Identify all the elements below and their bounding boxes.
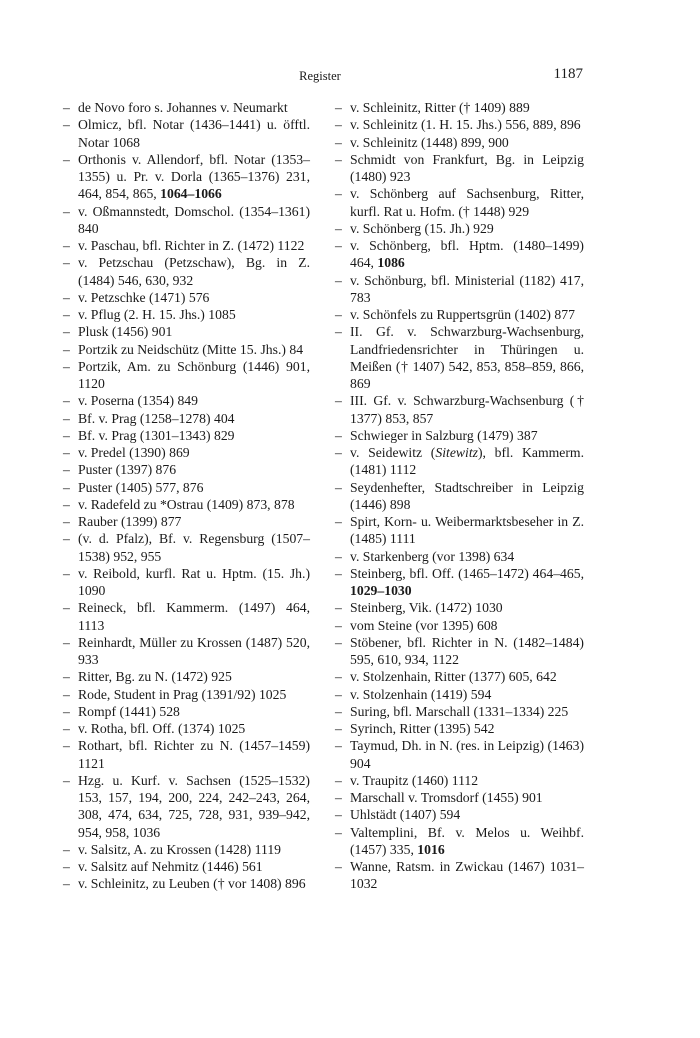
entry-dash: – [63, 531, 70, 547]
entry-dash: – [335, 565, 342, 581]
entry-text: Portzik zu Neidschütz (Mitte 15. Jhs.) 84 [78, 341, 304, 357]
index-entry [335, 737, 584, 772]
entry-dash: – [335, 721, 342, 736]
entry-dash: – [63, 203, 70, 219]
entry-text: v. Stolzenhain (1419) 594 [350, 686, 492, 702]
index-entry [63, 254, 310, 289]
index-entry [335, 565, 584, 600]
index-entry [63, 323, 310, 340]
index-entry [63, 565, 310, 600]
entry-dash: – [63, 479, 70, 495]
entry-dash: – [335, 220, 342, 236]
entry-text: Bf. v. Prag (1301–1343) 829 [78, 427, 235, 443]
entry-dash: – [335, 186, 342, 202]
bold-reference: 1064–1066 [160, 186, 222, 202]
entry-text: Schwieger in Salzburg (1479) 387 [350, 427, 538, 443]
entry-dash: – [335, 669, 342, 685]
entry-dash: – [63, 462, 70, 478]
entry-text: Wanne, Ratsm. in Zwickau (1467) 1031–1032 [350, 859, 584, 892]
entry-dash: – [63, 427, 70, 443]
entry-text: Marschall v. Tromsdorf (1455) 901 [350, 790, 543, 805]
entry-dash: – [63, 445, 70, 460]
entry-text: v. Petzschau (Petzschaw), Bg. in Z. (1484) 546, 630, 932 [78, 255, 310, 288]
index-entry [63, 306, 310, 323]
entry-dash: – [63, 151, 70, 167]
entry-text: Steinberg, bfl. Off. (1465–1472) 464–465, 1029–1030 [350, 565, 584, 598]
entry-dash: – [335, 738, 342, 754]
entry-dash: – [63, 289, 70, 305]
entry-dash: – [63, 496, 70, 512]
entry-dash: – [63, 117, 70, 133]
entry-dash: – [335, 134, 342, 150]
index-column-left [63, 99, 310, 893]
entry-text: v. Schönberg (15. Jh.) 929 [350, 220, 494, 236]
index-entry [335, 427, 584, 444]
entry-dash: – [335, 445, 342, 460]
entry-text: Puster (1405) 577, 876 [78, 479, 204, 495]
entry-text: Portzik, Am. zu Schönburg (1446) 901, 1120 [78, 358, 310, 391]
entry-text: v. Poserna (1354) 849 [78, 393, 198, 409]
entry-text: Rauber (1399) 877 [78, 514, 182, 529]
entry-text: (v. d. Pfalz), Bf. v. Regensburg (1507–1538) 952, 955 [78, 531, 310, 564]
entry-text: Orthonis v. Allendorf, bfl. Notar (1353–1355) u. Pr. v. Dorla (1365–1376) 231, 464, 854, 865, 1064–1066 [78, 151, 310, 202]
index-entry [335, 686, 584, 703]
index-entry [335, 323, 584, 392]
entry-dash: – [335, 686, 342, 702]
page-number: 1187 [553, 66, 583, 82]
index-entry [335, 824, 584, 859]
index-entry [63, 599, 310, 634]
running-header-title: Register [299, 69, 341, 83]
entry-text: III. Gf. v. Schwarzburg-Wachsenburg († 1377) 853, 857 [350, 393, 584, 426]
index-entry [63, 634, 310, 669]
entry-text: Hzg. u. Kurf. v. Sachsen (1525–1532) 153, 157, 194, 200, 224, 242–243, 264, 308, 474, 634, 725, 728, 931, 939–942, 954, 958, 1036 [78, 772, 310, 840]
entry-dash: – [63, 358, 70, 374]
entry-text: Suring, bfl. Marschall (1331–1334) 225 [350, 703, 569, 719]
index-entry [63, 461, 310, 478]
index-entry [335, 772, 584, 789]
entry-text: Valtemplini, Bf. v. Melos u. Weihbf. (1457) 335, 1016 [350, 824, 584, 857]
index-entry [335, 668, 584, 685]
entry-dash: – [63, 324, 70, 340]
entry-text: v. Schönberg, bfl. Hptm. (1480–1499) 464, 1086 [350, 238, 584, 271]
index-entry [63, 289, 310, 306]
entry-text: v. Paschau, bfl. Richter in Z. (1472) 1122 [78, 238, 305, 253]
entry-dash: – [63, 100, 70, 115]
index-entry [335, 789, 584, 806]
entry-text: v. Schleinitz, Ritter († 1409) 889 [350, 100, 530, 115]
index-entry [335, 99, 584, 116]
entry-dash: – [335, 117, 342, 133]
entry-text: II. Gf. v. Schwarzburg-Wachsenburg, Landfriedensrichter in Thüringen u. Meißen († 1407) 542, 853, 858–859, 866, 869 [350, 324, 584, 391]
index-entry [335, 134, 584, 151]
entry-dash: – [63, 238, 70, 253]
entry-text: Uhlstädt (1407) 594 [350, 807, 461, 823]
index-entry [335, 306, 584, 323]
index-entry [63, 203, 310, 238]
entry-dash: – [335, 634, 342, 650]
index-entry [63, 410, 310, 427]
index-entry [335, 720, 584, 737]
entry-dash: – [63, 669, 70, 685]
entry-text: v. Salsitz auf Nehmitz (1446) 561 [78, 859, 263, 874]
index-entry [335, 237, 584, 272]
entry-dash: – [63, 859, 70, 874]
entry-text: v. Schleinitz, zu Leuben († vor 1408) 896 [78, 876, 306, 892]
entry-dash: – [63, 772, 70, 788]
entry-text: v. Stolzenhain, Ritter (1377) 605, 642 [350, 669, 557, 685]
entry-dash: – [335, 307, 342, 322]
entry-dash: – [335, 859, 342, 874]
entry-text: v. Starkenberg (vor 1398) 634 [350, 548, 515, 564]
index-entry [335, 479, 584, 514]
bold-reference: 1029–1030 [350, 583, 412, 598]
entry-text: v. Oßmannstedt, Domschol. (1354–1361) 840 [78, 203, 310, 236]
entry-dash: – [335, 151, 342, 167]
index-entry [63, 444, 310, 461]
entry-text: Spirt, Korn- u. Weibermarktsbeseher in Z. (1485) 1111 [350, 514, 584, 547]
entry-dash: – [335, 238, 342, 253]
index-entry [63, 737, 310, 772]
entry-text: v. Petzschke (1471) 576 [78, 289, 210, 305]
index-entry [63, 875, 310, 892]
entry-text: v. Traupitz (1460) 1112 [350, 772, 479, 788]
entry-dash: – [63, 721, 70, 736]
index-entry [63, 772, 310, 841]
index-entry [335, 220, 584, 237]
entry-text: Rothart, bfl. Richter zu N. (1457–1459) 1121 [78, 738, 310, 771]
entry-dash: – [63, 703, 70, 719]
index-entry [63, 703, 310, 720]
index-entry [63, 530, 310, 565]
entry-dash: – [335, 427, 342, 443]
entry-text: v. Salsitz, A. zu Krossen (1428) 1119 [78, 841, 282, 857]
entry-dash: – [63, 565, 70, 581]
entry-dash: – [335, 824, 342, 840]
index-entry [335, 185, 584, 220]
index-entry [335, 444, 584, 479]
entry-text: Seydenhefter, Stadtschreiber in Leipzig (1446) 898 [350, 479, 584, 512]
entry-text: de Novo foro s. Johannes v. Neumarkt [78, 100, 288, 115]
italic-variant: Sitewitz [435, 445, 478, 460]
index-entry [63, 341, 310, 358]
index-entry [63, 427, 310, 444]
entry-text: v. Seidewitz (Sitewitz), bfl. Kammerm. (1481) 1112 [350, 445, 584, 478]
entry-text: v. Predel (1390) 869 [78, 445, 190, 460]
index-entry [335, 272, 584, 307]
index-entry [335, 634, 584, 669]
entry-dash: – [63, 341, 70, 357]
index-entry [63, 496, 310, 513]
index-entry [63, 479, 310, 496]
entry-text: vom Steine (vor 1395) 608 [350, 617, 498, 633]
index-entry [63, 358, 310, 393]
entry-text: Steinberg, Vik. (1472) 1030 [350, 600, 503, 616]
entry-text: Puster (1397) 876 [78, 462, 177, 478]
entry-text: Plusk (1456) 901 [78, 324, 173, 340]
entry-text: Stöbener, bfl. Richter in N. (1482–1484) 595, 610, 934, 1122 [350, 634, 584, 667]
bold-reference: 1016 [417, 841, 445, 857]
entry-dash: – [63, 514, 70, 529]
entry-text: v. Schleinitz (1. H. 15. Jhs.) 556, 889, 896 [350, 117, 581, 133]
entry-dash: – [63, 393, 70, 409]
index-column-right [335, 99, 584, 893]
bold-reference: 1086 [377, 255, 405, 271]
entry-dash: – [63, 307, 70, 322]
entry-text: v. Schönburg, bfl. Ministerial (1182) 417, 783 [350, 272, 584, 305]
entry-dash: – [335, 600, 342, 616]
entry-text: v. Schönberg auf Sachsenburg, Ritter, kurfl. Rat u. Hofm. († 1448) 929 [350, 186, 584, 219]
entry-dash: – [63, 600, 70, 616]
entry-text: v. Radefeld zu *Ostrau (1409) 873, 878 [78, 496, 295, 512]
entry-text: v. Rotha, bfl. Off. (1374) 1025 [78, 721, 246, 736]
entry-text: v. Pflug (2. H. 15. Jhs.) 1085 [78, 307, 236, 322]
index-entry [63, 392, 310, 409]
entry-dash: – [63, 686, 70, 702]
index-entry [335, 617, 584, 634]
entry-dash: – [335, 514, 342, 529]
entry-dash: – [63, 634, 70, 650]
entry-dash: – [335, 548, 342, 564]
entry-dash: – [335, 479, 342, 495]
entry-text: Rode, Student in Prag (1391/92) 1025 [78, 686, 287, 702]
index-entry [63, 858, 310, 875]
index-entry [63, 720, 310, 737]
entry-dash: – [335, 617, 342, 633]
entry-dash: – [63, 876, 70, 892]
index-entry [63, 513, 310, 530]
entry-text: Syrinch, Ritter (1395) 542 [350, 721, 495, 736]
entry-text: v. Schönfels zu Ruppertsgrün (1402) 877 [350, 307, 575, 322]
entry-text: Reineck, bfl. Kammerm. (1497) 464, 1113 [78, 600, 310, 633]
entry-text: Schmidt von Frankfurt, Bg. in Leipzig (1480) 923 [350, 151, 584, 184]
entry-text: Olmicz, bfl. Notar (1436–1441) u. öfftl. Notar 1068 [78, 117, 310, 150]
entry-text: Taymud, Dh. in N. (res. in Leipzig) (1463) 904 [350, 738, 584, 771]
index-entry [335, 806, 584, 823]
entry-dash: – [335, 703, 342, 719]
entry-dash: – [335, 324, 342, 340]
entry-text: Ritter, Bg. zu N. (1472) 925 [78, 669, 232, 685]
index-entry [63, 668, 310, 685]
entry-dash: – [63, 738, 70, 754]
index-entry [335, 151, 584, 186]
index-entry [63, 99, 310, 116]
entry-dash: – [63, 841, 70, 857]
index-entry [63, 686, 310, 703]
entry-dash: – [335, 807, 342, 823]
index-entry [63, 841, 310, 858]
index-entry [335, 116, 584, 133]
entry-dash: – [335, 790, 342, 805]
entry-text: Reinhardt, Müller zu Krossen (1487) 520, 933 [78, 634, 310, 667]
index-entry [335, 703, 584, 720]
entry-dash: – [335, 772, 342, 788]
entry-dash: – [335, 272, 342, 288]
entry-dash: – [335, 100, 342, 115]
entry-text: Bf. v. Prag (1258–1278) 404 [78, 410, 235, 426]
entry-text: v. Schleinitz (1448) 899, 900 [350, 134, 509, 150]
entry-dash: – [63, 255, 70, 271]
index-entry [335, 548, 584, 565]
entry-dash: – [335, 393, 342, 409]
index-entry [63, 237, 310, 254]
index-entry [335, 858, 584, 893]
entry-dash: – [63, 410, 70, 426]
index-entry [335, 599, 584, 616]
entry-text: Rompf (1441) 528 [78, 703, 180, 719]
index-entry [63, 116, 310, 151]
entry-text: v. Reibold, kurfl. Rat u. Hptm. (15. Jh.) 1090 [78, 565, 310, 598]
index-entry [335, 513, 584, 548]
index-entry [63, 151, 310, 203]
index-entry [335, 392, 584, 427]
